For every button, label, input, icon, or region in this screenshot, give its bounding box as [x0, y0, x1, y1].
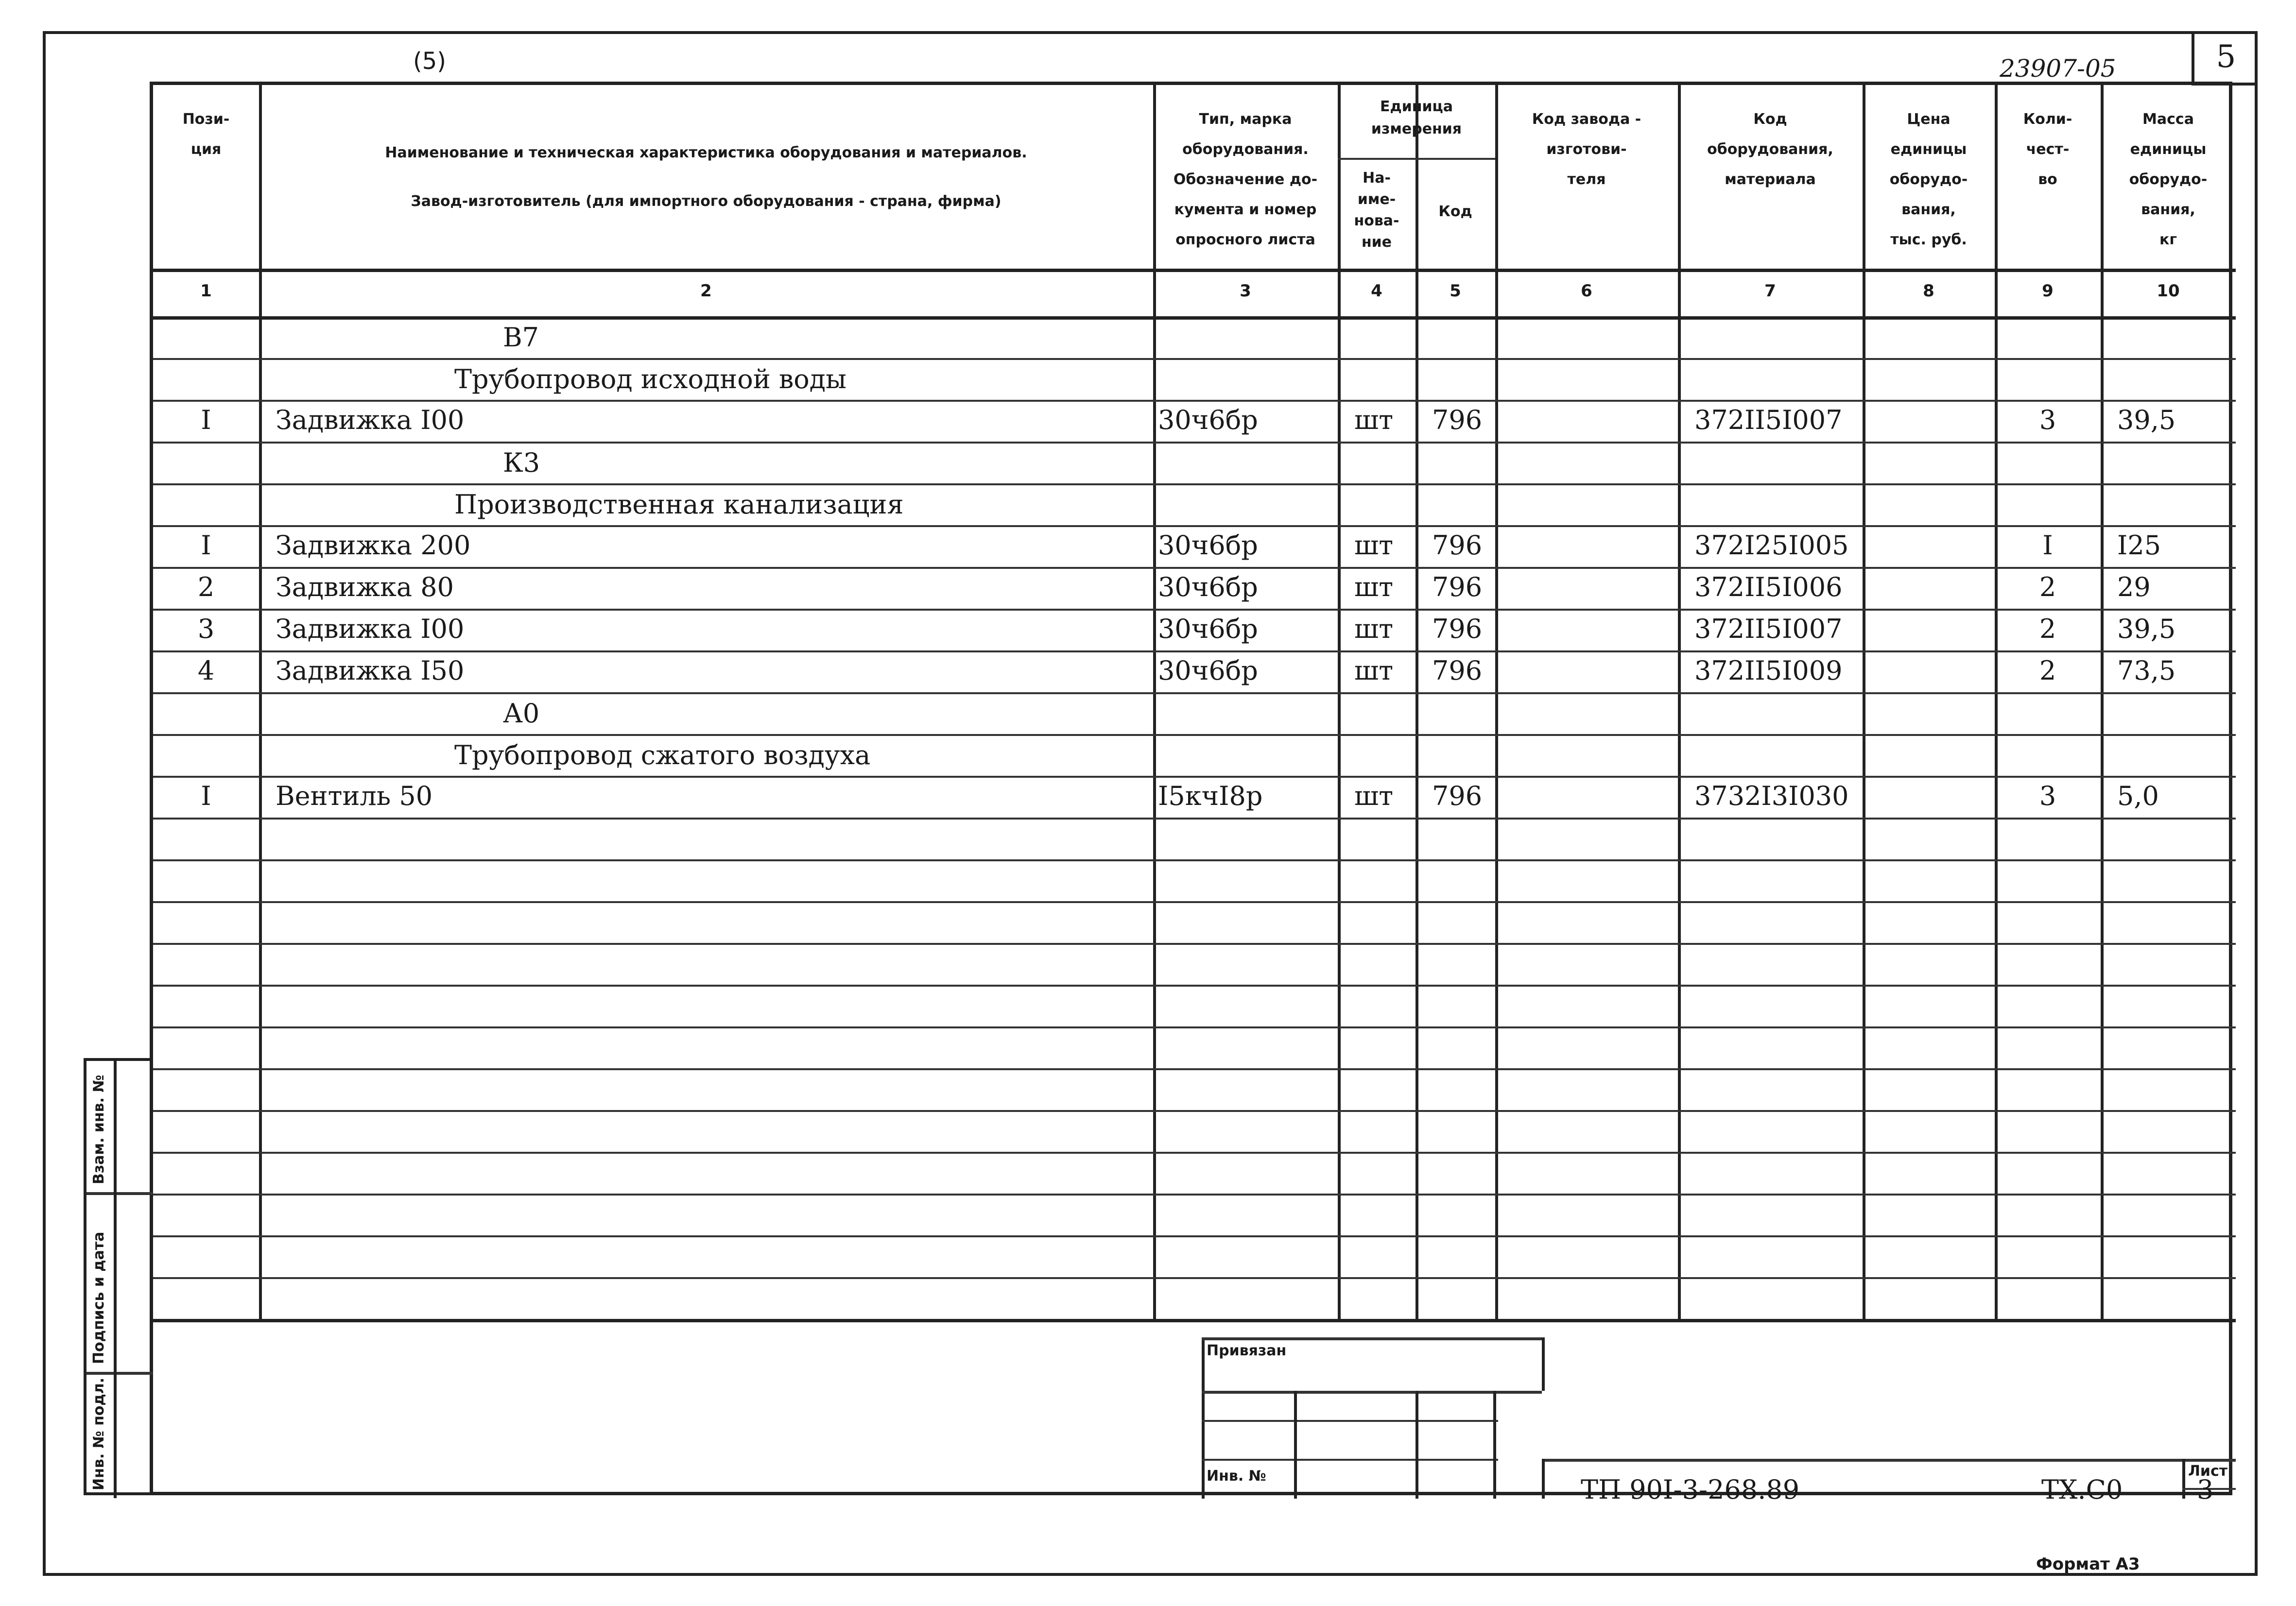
side-stamp-inner-line	[114, 1061, 117, 1498]
column-number-10: 10	[2157, 281, 2180, 301]
column-header-2	[259, 129, 1153, 226]
side-stamp-label: Подпись и дата	[90, 1231, 107, 1364]
column-header-1	[153, 104, 259, 165]
section-heading: Производственная канализация	[454, 489, 904, 520]
row-line	[153, 525, 2236, 527]
tb-sheet-left	[2182, 1459, 2185, 1499]
row-line	[153, 442, 2236, 444]
row-line	[153, 943, 2236, 945]
item-code: 372II5I006	[1694, 572, 1843, 602]
unit-code: 796	[1432, 655, 1483, 686]
column-header-line: ция	[190, 141, 222, 158]
side-stamp-divider	[86, 1372, 153, 1375]
unit-code: 796	[1432, 781, 1483, 811]
tb-main-top	[1542, 1459, 2236, 1462]
item-mark: 30ч6бр	[1158, 530, 1258, 561]
column-header-line: кг	[2159, 231, 2177, 248]
specification-table	[150, 82, 2232, 1505]
quantity: 3	[2039, 405, 2056, 435]
column-header-6	[1495, 104, 1678, 195]
column-number-2: 2	[700, 281, 712, 301]
column-number-8: 8	[1923, 281, 1934, 301]
unit-name: шт	[1354, 614, 1394, 644]
format-label: Формат А3	[2036, 1555, 2140, 1574]
column-number-6: 6	[1581, 281, 1592, 301]
section-heading: Трубопровод исходной воды	[454, 364, 847, 394]
item-mark: 30ч6бр	[1158, 655, 1258, 686]
position: I	[201, 781, 211, 811]
column-header-8	[1863, 104, 1995, 255]
tb-linked-label: Привязан	[1207, 1342, 1287, 1359]
tb-linked-bottom	[1202, 1391, 1542, 1394]
column-header-line: име-	[1357, 191, 1396, 208]
doc-number: 23907-05	[2000, 54, 2116, 83]
side-stamp-label: Взам. инв. №	[90, 1075, 107, 1184]
paren-number: (5)	[413, 48, 446, 75]
row-line	[153, 1194, 2236, 1196]
row-line	[153, 901, 2236, 903]
unit-mass: 5,0	[2117, 781, 2159, 811]
tb-inv-label: Инв. №	[1207, 1468, 1266, 1485]
item-code: 372II5I009	[1694, 655, 1843, 686]
unit-mass: 73,5	[2117, 655, 2176, 686]
column-header-line: оборудо-	[2129, 171, 2208, 188]
row-line	[153, 400, 2236, 402]
column-header-line: ние	[1361, 234, 1392, 251]
column-header-line: вания,	[2141, 201, 2195, 218]
tb-section-code: ТХ.С0	[2041, 1474, 2123, 1505]
row-line	[153, 567, 2236, 569]
position: I	[201, 405, 211, 435]
column-number-9: 9	[2042, 281, 2054, 301]
page-number-box	[2192, 31, 2258, 85]
unit-group-header-line: измерения	[1371, 120, 1462, 137]
column-number-7: 7	[1764, 281, 1776, 301]
item-mark: 30ч6бр	[1158, 614, 1258, 644]
unit-code: 796	[1432, 405, 1483, 435]
tb-linked-top	[1202, 1337, 1542, 1340]
row-line	[153, 1235, 2236, 1237]
column-number-5: 5	[1450, 281, 1461, 301]
tb-linked-right	[1542, 1337, 1545, 1391]
column-header-4	[1338, 168, 1416, 253]
colnum-bottom-line	[153, 316, 2236, 320]
row-line	[153, 776, 2236, 778]
unit-name: шт	[1354, 530, 1394, 561]
section-heading: В7	[503, 322, 539, 353]
column-header-9	[1995, 104, 2101, 195]
item-code: 372II5I007	[1694, 614, 1843, 644]
column-header-line: вания,	[1901, 201, 1956, 218]
column-header-line: опросного листа	[1175, 231, 1315, 248]
row-line	[153, 859, 2236, 861]
position: 2	[197, 572, 215, 602]
tb-cell-divider	[1416, 1391, 1418, 1499]
unit-group-header-line: Единица	[1380, 98, 1453, 115]
unit-group-divider	[1338, 158, 1495, 160]
item-mark: I5кчI8р	[1158, 781, 1263, 811]
tb-cell-divider	[1493, 1391, 1496, 1499]
tb-linked-left	[1202, 1337, 1205, 1499]
tb-main-left	[1542, 1459, 1545, 1499]
side-stamp-divider	[86, 1192, 153, 1195]
column-header-line: Наименование и техническая характеристика оборудования и материалов.	[385, 144, 1027, 161]
section-heading: К3	[503, 447, 540, 478]
item-mark: 30ч6бр	[1158, 405, 1258, 435]
unit-mass: 39,5	[2117, 614, 2176, 644]
tb-designation: ТП 90I-3-268.89	[1581, 1474, 1800, 1505]
item-name: Вентиль 50	[276, 781, 433, 811]
row-line	[153, 734, 2236, 736]
unit-code: 796	[1432, 614, 1483, 644]
column-header-line: кумента и номер	[1174, 201, 1317, 218]
side-stamp-label: Инв. № подл.	[90, 1377, 107, 1490]
column-header-5	[1416, 197, 1495, 227]
column-header-line: Код завода -	[1532, 111, 1641, 128]
item-code: 372I25I005	[1694, 530, 1849, 561]
unit-name: шт	[1354, 405, 1394, 435]
column-number-4: 4	[1371, 281, 1382, 301]
row-line	[153, 985, 2236, 987]
row-line	[153, 358, 2236, 360]
column-header-7	[1678, 104, 1863, 195]
item-name: Задвижка I00	[276, 614, 465, 644]
unit-code: 796	[1432, 572, 1483, 602]
unit-mass: 39,5	[2117, 405, 2176, 435]
column-header-line: Завод-изготовитель (для импортного оборудования - страна, фирма)	[411, 193, 1001, 210]
column-header-10	[2101, 104, 2236, 255]
column-header-line: оборудо-	[1889, 171, 1968, 188]
position: 3	[197, 614, 215, 644]
row-line	[153, 818, 2236, 820]
row-line	[153, 1068, 2236, 1070]
column-header-3	[1153, 104, 1338, 255]
section-heading: Трубопровод сжатого воздуха	[454, 740, 871, 770]
column-header-line: нова-	[1354, 212, 1399, 229]
column-header-line: материала	[1725, 171, 1816, 188]
row-line	[153, 650, 2236, 652]
quantity: 3	[2039, 781, 2056, 811]
header-bottom-line	[153, 269, 2236, 272]
row-line	[153, 1152, 2236, 1154]
tb-row-2	[1202, 1459, 1498, 1461]
column-header-line: тыс. руб.	[1890, 231, 1967, 248]
column-header-line: оборудования,	[1707, 141, 1833, 158]
item-name: Задвижка I50	[276, 655, 465, 686]
column-header-line: Пози-	[182, 111, 230, 128]
tb-sheet-number: 3	[2197, 1474, 2214, 1505]
item-code: 372II5I007	[1694, 405, 1843, 435]
section-heading: А0	[503, 698, 540, 729]
row-line	[153, 1026, 2236, 1028]
row-line	[153, 692, 2236, 694]
row-line	[153, 609, 2236, 611]
unit-mass: I25	[2117, 530, 2161, 561]
quantity: 2	[2039, 572, 2056, 602]
tb-sheet-label: Лист	[2188, 1463, 2228, 1480]
unit-name: шт	[1354, 655, 1394, 686]
quantity: 2	[2039, 614, 2056, 644]
item-mark: 30ч6бр	[1158, 572, 1258, 602]
side-stamp	[84, 1058, 150, 1495]
column-header-line: во	[2038, 171, 2057, 188]
column-header-line: На-	[1363, 170, 1391, 187]
rows-bottom-line	[153, 1319, 2236, 1322]
quantity: 2	[2039, 655, 2056, 686]
tb-row-1	[1202, 1420, 1498, 1422]
position: I	[201, 530, 211, 561]
row-line	[153, 1110, 2236, 1112]
column-number-3: 3	[1240, 281, 1251, 301]
column-header-line: Масса	[2142, 111, 2194, 128]
column-header-line: Цена	[1907, 111, 1951, 128]
column-header-line: чест-	[2026, 141, 2070, 158]
page-number: 5	[2216, 39, 2236, 75]
column-header-line: Тип, марка	[1199, 111, 1292, 128]
column-header-line: Обозначение до-	[1173, 171, 1318, 188]
column-header-line: Код	[1438, 203, 1472, 220]
unit-mass: 29	[2117, 572, 2151, 602]
item-name: Задвижка 80	[276, 572, 454, 602]
unit-name: шт	[1354, 572, 1394, 602]
column-header-line: единицы	[2130, 141, 2207, 158]
item-code: 3732I3I030	[1694, 781, 1849, 811]
quantity: I	[2042, 530, 2053, 561]
tb-cell-divider	[1294, 1391, 1297, 1499]
unit-name: шт	[1354, 781, 1394, 811]
position: 4	[197, 655, 215, 686]
item-name: Задвижка I00	[276, 405, 465, 435]
column-header-line: теля	[1567, 171, 1606, 188]
column-header-line: Коли-	[2023, 111, 2072, 128]
column-header-line: оборудования.	[1182, 141, 1309, 158]
column-header-line: Код	[1753, 111, 1787, 128]
column-header-line: изготови-	[1546, 141, 1627, 158]
row-line	[153, 483, 2236, 485]
row-line	[153, 1277, 2236, 1279]
column-header-line: единицы	[1890, 141, 1967, 158]
unit-group-header	[1338, 96, 1495, 140]
column-number-1: 1	[200, 281, 212, 301]
unit-code: 796	[1432, 530, 1483, 561]
item-name: Задвижка 200	[276, 530, 471, 561]
